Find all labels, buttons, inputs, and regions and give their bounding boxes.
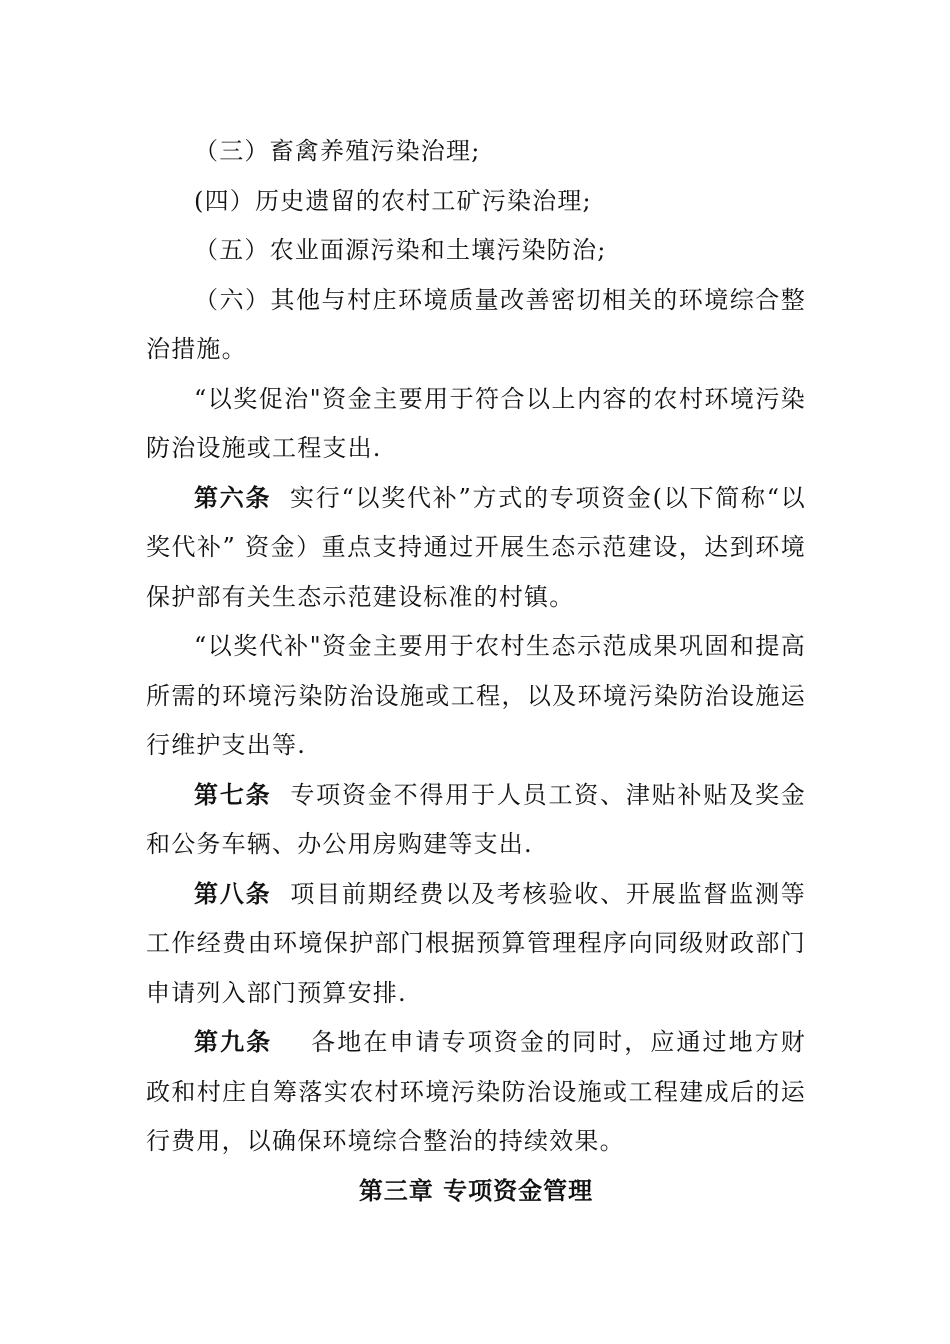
- article-7-text: 专项资金不得用于人员工资、津贴补贴及奖金和公务车辆、办公用房购建等支出.: [146, 780, 806, 858]
- article-8-label: 第八条: [194, 879, 272, 908]
- chapter-title: 第三章 专项资金管理: [358, 1176, 594, 1205]
- article-7-label: 第七条: [194, 780, 272, 809]
- article-9: [146, 1018, 806, 1167]
- article-6-label: 第六条: [194, 483, 272, 512]
- clause-4: (四）历史遗留的农村工矿污染治理;: [194, 186, 592, 215]
- article-9-text: 各地在申请专项资金的同时，应通过地方财政和村庄自筹落实农村环境污染防治设施或工程建成后的运行费用，以确保环境综合整治的持续效果。: [146, 1028, 806, 1155]
- document-page: [146, 127, 806, 1216]
- clause-6: （六）其他与村庄环境质量改善密切相关的环境综合整治措施。: [146, 285, 806, 363]
- article-8-text: 项目前期经费以及考核验收、开展监督监测等工作经费由环境保护部门根据预算管理程序向同级财政部门申请列入部门预算安排.: [146, 879, 806, 1007]
- clause-3: （三）畜禽养殖污染治理;: [194, 137, 481, 165]
- article-6-text: 实行“以奖代补”方式的专项资金(以下简称“以奖代补” 资金）重点支持通过开展生态示范建设，达到环境保护部有关生态示范建设标准的村镇。: [146, 483, 806, 611]
- article-9-label: 第九条: [194, 1028, 273, 1056]
- clause-5: （五）农业面源污染和土壤污染防治;: [194, 236, 607, 264]
- article-8: [146, 870, 806, 1019]
- yijiang-cuzhi-paragraph: “以奖促治"资金主要用于符合以上内容的农村环境污染防治设施或工程支出.: [146, 384, 806, 462]
- article-7: [146, 771, 806, 870]
- yijiang-daibu-paragraph: “以奖代补"资金主要用于农村生态示范成果巩固和提高所需的环境污染防治设施或工程，以及环境污染防治设施运行维护支出等.: [146, 632, 806, 759]
- article-6: [146, 474, 806, 623]
